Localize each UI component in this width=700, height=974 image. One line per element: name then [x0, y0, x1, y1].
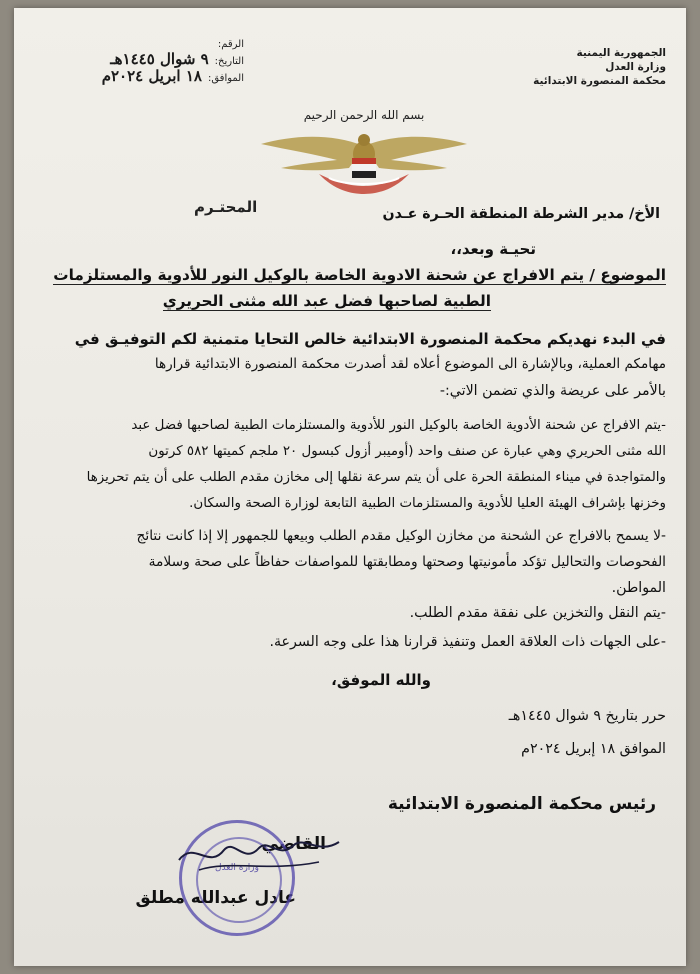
- intro-line-1: في البدء نهديكم محكمة المنصورة الابتدائية خالص التحايا متمنية لكم التوفيـق في: [74, 330, 666, 348]
- addressee-line: الأخ/ مدير الشرطة المنطقة الحـرة عـدن: [382, 206, 660, 222]
- corresponding-value: ١٨ ابريل ٢٠٢٤م: [101, 67, 202, 85]
- handwritten-signature-icon: [169, 830, 349, 880]
- signature-title: رئيس محكمة المنصورة الابتدائية: [387, 794, 656, 814]
- item-1-line-3: والمتواجدة في ميناء المنطقة الحرة على أن يتم سرعة نقلها إلى مخازن مقدم الطلب على أن يتم تحريزها: [86, 470, 666, 485]
- signature-name: عادل عبدالله مطلق: [135, 888, 296, 908]
- subject-line-1: [53, 266, 666, 284]
- eagle-emblem-icon: [259, 124, 469, 196]
- org-line-court: محكمة المنصورة الابتدائية: [533, 75, 666, 87]
- item-1-line-2: الله مثنى الحريري وهي عبارة عن صنف واحد (أوميبر أزول كبسول ٢٠ ملجم كميتها ٥٨٢ كرتون: [148, 444, 666, 459]
- written-date: حرر بتاريخ ٩ شوال ١٤٤٥هـ: [508, 708, 666, 724]
- item-2-line-1: -لا يسمح بالافراج عن الشحنة من مخازن الوكيل مقدم الطلب وبيعها للجمهور إلا إذا كانت نتائج: [136, 528, 666, 544]
- signature-role: القاضي: [261, 834, 326, 854]
- item-4-line-1: -على الجهات ذات العلاقة العمل وتنفيذ قرارنا هذا على وجه السرعة.: [269, 634, 666, 650]
- subject-line-2: [163, 292, 491, 310]
- intro-line-3: بالأمر على عريضة والذي تضمن الاتي:-: [439, 383, 666, 399]
- item-1-line-4: وخزنها بإشراف الهيئة العليا للأدوية والمستلزمات الطبية التابعة لوزارة الصحة والسكان.: [189, 496, 666, 511]
- ref-label: الرقم:: [217, 39, 244, 50]
- subject-text-2: الطبية لصاحبها فضل عبد الله مثنى الحريري: [162, 292, 491, 310]
- corresponding-date: الموافق ١٨ إبريل ٢٠٢٤م: [521, 741, 666, 757]
- org-line-ministry: وزارة العدل: [605, 61, 666, 73]
- basmala: بسم الله الرحمن الرحيم: [303, 108, 425, 122]
- subject-text-1: الموضوع / يتم الافراج عن شحنة الادوية الخاصة بالوكيل النور للأدوية والمستلزمات: [53, 266, 666, 284]
- stamp-text: وزارة العدل: [215, 863, 259, 873]
- closing: والله الموفق،: [331, 671, 431, 689]
- date-label: التاريخ:: [214, 56, 244, 67]
- respected-label: المحتـرم: [194, 198, 258, 216]
- document-page: [14, 8, 686, 966]
- corresponding-label: الموافق:: [207, 73, 244, 84]
- item-2-line-3: المواطن.: [611, 580, 666, 596]
- item-2-line-2: الفحوصات والتحاليل تؤكد مأمونيتها وصحتها ومطابقتها للمواصفات حفاظاً على صحة وسلامة: [148, 554, 666, 570]
- org-line-republic: الجمهورية اليمنية: [576, 47, 666, 59]
- item-3-line-1: -يتم النقل والتخزين على نفقة مقدم الطلب.: [409, 605, 666, 621]
- ref-date-block: [34, 38, 244, 86]
- item-1-line-1: -يتم الافراج عن شحنة الأدوية الخاصة بالوكيل النور للأدوية والمستلزمات الطبية لصاحبها فضل عبد: [131, 418, 666, 433]
- org-header: [516, 46, 666, 88]
- date-value: ٩ شوال ١٤٤٥هـ: [110, 50, 209, 68]
- greeting: تحيـة وبعد،،: [450, 240, 536, 258]
- intro-line-2: مهامكم العملية، وبالإشارة الى الموضوع أعلاه لقد أصدرت محكمة المنصورة الابتدائية قرارها: [154, 356, 666, 372]
